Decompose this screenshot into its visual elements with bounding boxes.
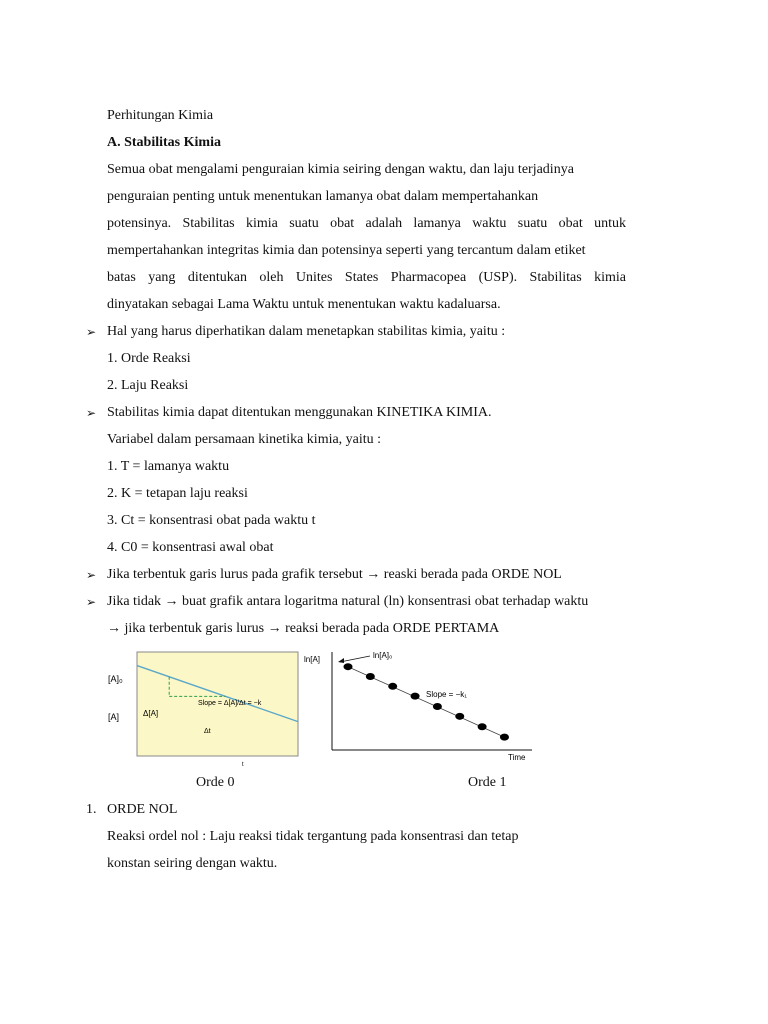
variable-intro: Variabel dalam persamaan kinetika kimia, yaitu : bbox=[107, 432, 382, 447]
arrowhead-bullet-icon: ➢ bbox=[86, 325, 97, 339]
section-title: A. Stabilitas Kimia bbox=[107, 135, 221, 150]
list-item: 4. C0 = konsentrasi awal obat bbox=[107, 540, 274, 555]
x-tick-label: t bbox=[242, 762, 244, 768]
orde-nol-title: ORDE NOL bbox=[107, 802, 178, 817]
paragraph-line: mempertahankan integritas kimia dan potensinya seperti yang tercantum dalam etiket bbox=[107, 243, 586, 258]
data-point bbox=[388, 683, 397, 690]
annotation-ln-a0: ln[A]₀ bbox=[373, 651, 393, 660]
orde-nol-description: Reaksi ordel nol : Laju reaksi tidak tergantung pada konsentrasi dan tetap bbox=[107, 829, 519, 844]
paragraph-line: dinyatakan sebagai Lama Waktu untuk menentukan waktu kadaluarsa. bbox=[107, 297, 501, 312]
caption-orde-0: Orde 0 bbox=[196, 775, 235, 790]
paragraph-line: potensinya. Stabilitas kimia suatu obat adalah lamanya waktu suatu obat untuk bbox=[107, 216, 626, 231]
list-item: 3. Ct = konsentrasi obat pada waktu t bbox=[107, 513, 316, 528]
annotation-slope: Slope = Δ[A]/Δt = −k bbox=[198, 700, 262, 707]
data-point bbox=[500, 734, 509, 741]
list-item: 1. T = lamanya waktu bbox=[107, 459, 230, 474]
x-axis-label: Time bbox=[508, 753, 526, 762]
zero-order-chart bbox=[100, 648, 300, 768]
arrowhead-bullet-icon: ➢ bbox=[86, 406, 97, 420]
data-point bbox=[366, 673, 375, 680]
annotation-delta-t: Δt bbox=[204, 728, 211, 735]
first-order-points bbox=[344, 663, 509, 740]
ln-a0-arrow bbox=[340, 656, 370, 662]
bullet-item: Jika tidak → buat grafik antara logaritma natural (ln) konsentrasi obat terhadap waktu bbox=[107, 594, 589, 609]
section-number: 1. bbox=[86, 802, 97, 817]
arrowhead-bullet-icon: ➢ bbox=[86, 568, 97, 582]
arrowhead-bullet-icon: ➢ bbox=[86, 595, 97, 609]
y-tick-label: [A]₀ bbox=[108, 674, 123, 684]
y-tick-label: [A] bbox=[108, 712, 120, 722]
list-item: 2. K = tetapan laju reaksi bbox=[107, 486, 248, 501]
paragraph-line: batas yang ditentukan oleh Unites States Pharmacopea (USP). Stabilitas kimia bbox=[107, 270, 626, 285]
ln-a0-arrowhead bbox=[338, 658, 344, 663]
caption-orde-1: Orde 1 bbox=[468, 775, 507, 790]
first-order-chart bbox=[302, 646, 538, 764]
orde-nol-description: konstan seiring dengan waktu. bbox=[107, 856, 278, 871]
y-axis-label: ln[A] bbox=[304, 655, 321, 664]
data-point bbox=[478, 723, 487, 730]
document-heading: Perhitungan Kimia bbox=[107, 108, 214, 123]
data-point bbox=[455, 713, 464, 720]
annotation-delta-a: Δ[A] bbox=[143, 709, 159, 718]
data-point bbox=[344, 663, 353, 670]
data-point bbox=[433, 703, 442, 710]
list-item: 2. Laju Reaksi bbox=[107, 378, 189, 393]
bullet-item: Jika terbentuk garis lurus pada grafik tersebut → reaski berada pada ORDE NOL bbox=[107, 567, 562, 582]
annotation-slope: Slope = −k₁ bbox=[426, 690, 467, 699]
paragraph-line: Semua obat mengalami penguraian kimia seiring dengan waktu, dan laju terjadinya bbox=[107, 162, 574, 177]
list-item: 1. Orde Reaksi bbox=[107, 351, 191, 366]
bullet-item: Stabilitas kimia dapat ditentukan menggunakan KINETIKA KIMIA. bbox=[107, 405, 492, 420]
paragraph-line: penguraian penting untuk menentukan lamanya obat dalam mempertahankan bbox=[107, 189, 539, 204]
data-point bbox=[411, 693, 420, 700]
bullet-item: Hal yang harus diperhatikan dalam menetapkan stabilitas kimia, yaitu : bbox=[107, 324, 506, 339]
bullet-item-continuation: → jika terbentuk garis lurus → reaksi berada pada ORDE PERTAMA bbox=[107, 621, 500, 636]
